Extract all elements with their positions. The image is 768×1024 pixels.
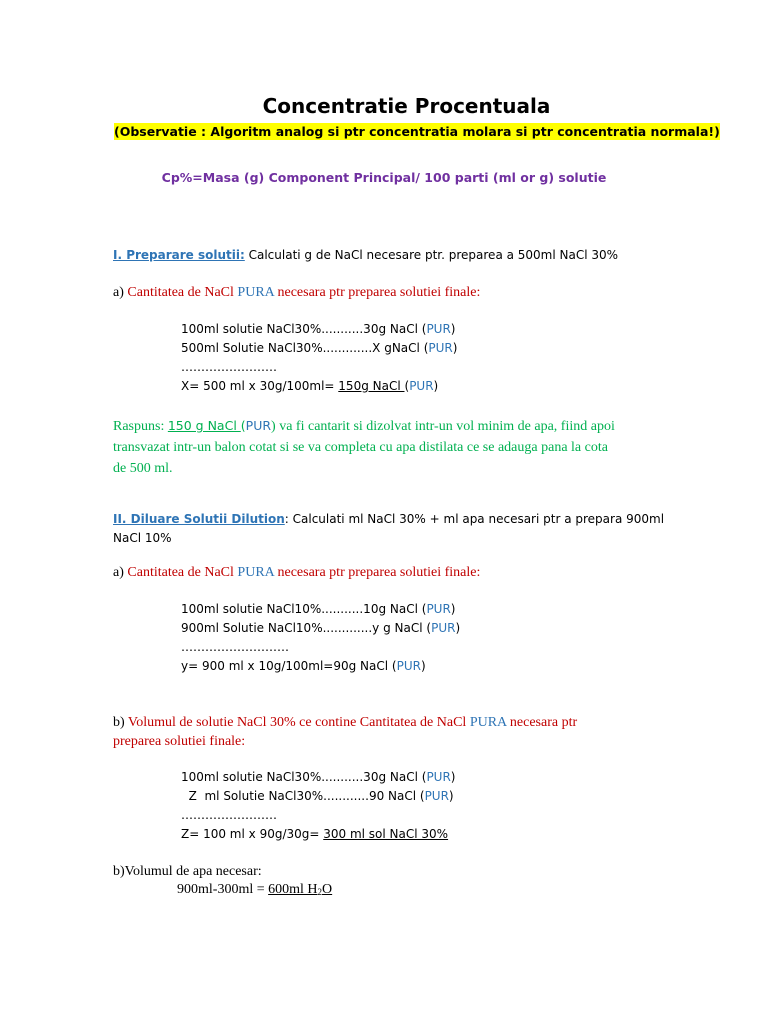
step-text: Cantitatea de NaCl — [127, 565, 238, 580]
result-line — [181, 659, 426, 673]
pur-label: PUR — [426, 602, 451, 616]
dots-line: …………………… — [181, 360, 277, 374]
calc-close: ) — [450, 322, 456, 336]
result-line — [181, 379, 438, 393]
calc-text: 500ml Solutie NaCl30%.............X gNaCl ( — [181, 341, 429, 355]
formula-definition: Cp%=Masa (g) Component Principal/ 100 parti (ml or g) solutie — [161, 170, 607, 185]
calc-text: Z ml Solutie NaCl30%............90 NaCl ( — [181, 789, 425, 803]
section1-heading: I. Preparare solutii: — [113, 248, 245, 262]
answer-paren: ( — [240, 418, 246, 433]
pur-label: PUR — [396, 659, 421, 673]
result-line — [181, 827, 448, 841]
result-text: X= 500 ml x 30g/100ml= — [181, 379, 339, 393]
calc-line — [181, 789, 454, 803]
result-text: Z= 100 ml x 90g/30g= — [181, 827, 324, 841]
pur-label: PUR — [409, 379, 434, 393]
answer-paragraph — [113, 415, 615, 479]
answer-text: ) va fi cantarit si dizolvat intr-un vol minim de apa, fiind apoi — [271, 419, 615, 434]
dots-line: ……………………… — [181, 640, 289, 654]
calc-text: 100ml solutie NaCl30%...........30g NaCl ( — [181, 322, 427, 336]
answer-underlined: 150 g NaCl — [167, 418, 241, 433]
result-underlined: 300 ml sol NaCl 30% — [323, 827, 449, 841]
step-text: Cantitatea de NaCl — [127, 285, 238, 300]
answer-line-2: transvazat intr-un balon cotat si se va completa cu apa distilata ce se adauga pana la cota — [113, 440, 608, 455]
pur-label: PUR — [431, 621, 456, 635]
step-text: preparea solutiei finale: — [113, 734, 246, 749]
pur-label: PUR — [428, 341, 453, 355]
section1-task: Calculati g de NaCl necesare ptr. preparea a 500ml NaCl 30% — [244, 248, 619, 262]
section2-task — [113, 510, 664, 548]
page-title: Concentratie Procentuala — [262, 94, 551, 118]
calc-text: 900ml Solutie NaCl10%.............y g NaCl ( — [181, 621, 432, 635]
step-text: necesara ptr preparea solutiei finale: — [274, 285, 481, 300]
calc-text: 100ml solutie NaCl10%...........10g NaCl ( — [181, 602, 427, 616]
section2-step-c-label: b)Volumul de apa necesar: — [113, 864, 262, 879]
calc-line — [181, 322, 455, 336]
calc-close: ) — [450, 770, 456, 784]
answer-line-1 — [113, 415, 615, 437]
pur-label: PUR — [426, 322, 451, 336]
calc-line — [181, 770, 455, 784]
result-paren: ( — [404, 379, 410, 393]
water-calc-text: 900ml-300ml = — [177, 882, 269, 897]
result-text: y= 900 ml x 10g/100ml=90g NaCl ( — [181, 659, 397, 673]
answer-prefix: Raspuns: — [113, 419, 168, 434]
calc-text: 100ml solutie NaCl30%...........30g NaCl ( — [181, 770, 427, 784]
result-close: ) — [420, 659, 426, 673]
section2-task-text: : Calculati ml NaCl 30% + ml apa necesari ptr a prepara 900ml — [284, 512, 665, 526]
calc-close: ) — [448, 789, 454, 803]
step-prefix: a) — [113, 285, 128, 300]
step-text: Volumul de solutie NaCl 30% ce contine Cantitatea de NaCl — [127, 715, 470, 730]
calc-line — [181, 621, 460, 635]
section2-step-b — [113, 713, 577, 751]
calc-close: ) — [455, 621, 461, 635]
pura-label: PURA — [469, 715, 507, 730]
water-result — [268, 882, 332, 897]
pur-label: PUR — [426, 770, 451, 784]
result-underlined: 150g NaCl — [338, 379, 405, 393]
section2-step-a — [113, 565, 480, 581]
step-prefix: b) — [113, 715, 128, 730]
water-result-tail: O — [322, 882, 333, 897]
section2-step-c-calc — [177, 882, 332, 898]
result-close: ) — [433, 379, 439, 393]
pur-label: PUR — [424, 789, 449, 803]
step-text: necesara ptr preparea solutiei finale: — [274, 565, 481, 580]
section2-heading: II. Diluare Solutii Dilution — [113, 512, 285, 526]
section1-step-a — [113, 285, 480, 301]
calc-close: ) — [450, 602, 456, 616]
water-result-text: 600ml H — [268, 882, 318, 897]
pura-label: PURA — [237, 565, 274, 580]
section2-task-text: NaCl 10% — [113, 531, 172, 545]
calc-line — [181, 341, 457, 355]
water-subscript: 2 — [317, 887, 323, 897]
pur-label: PUR — [245, 418, 272, 433]
dots-line: …………………… — [181, 808, 277, 822]
step-prefix: a) — [113, 565, 128, 580]
calc-close: ) — [452, 341, 458, 355]
calc-line — [181, 602, 455, 616]
section1-task-line — [113, 248, 618, 262]
observation-note: (Observatie : Algoritm analog si ptr concentratia molara si ptr concentratia normala!) — [114, 124, 720, 139]
step-text: necesara ptr — [506, 715, 578, 730]
pura-label: PURA — [237, 285, 274, 300]
answer-line-3: de 500 ml. — [113, 461, 173, 476]
